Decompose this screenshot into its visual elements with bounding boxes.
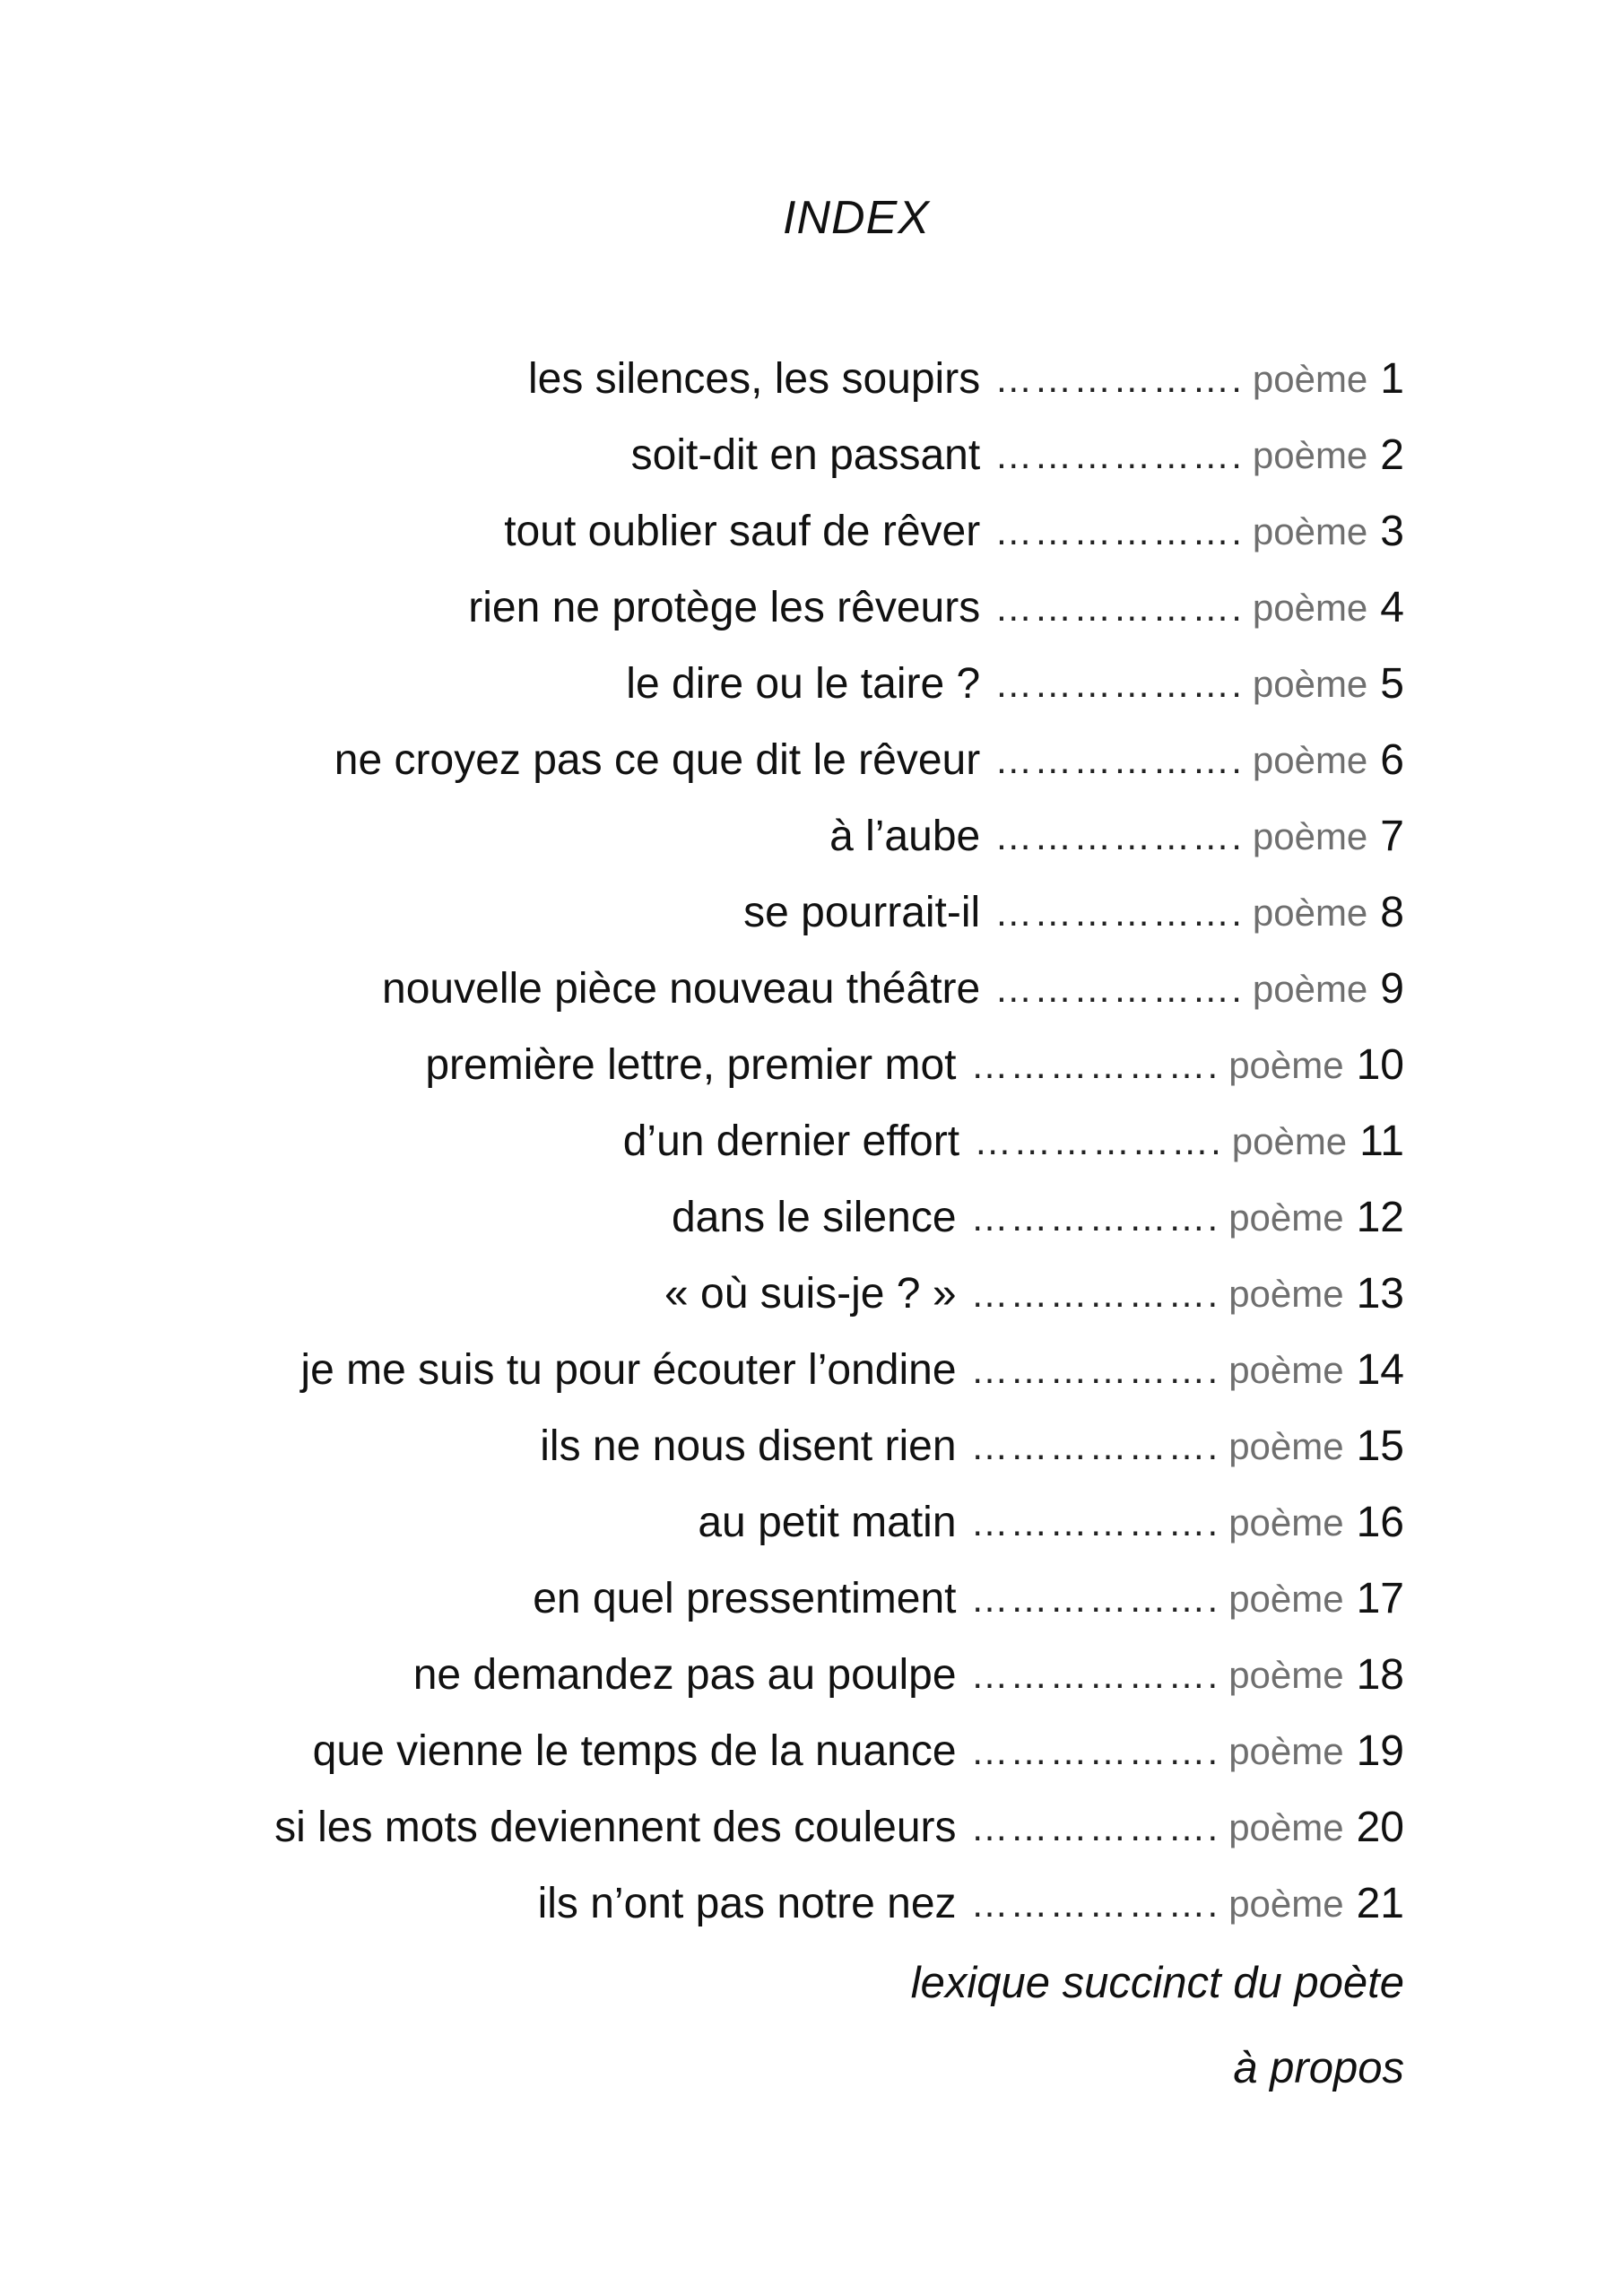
poem-number: 14 <box>1356 1345 1404 1394</box>
entry-title: le dire ou le taire ? <box>626 659 981 708</box>
poem-label: poème <box>1228 1348 1344 1391</box>
poem-number: 12 <box>1356 1193 1404 1241</box>
poem-label: poème <box>1228 1653 1344 1696</box>
poem-label: poème <box>1228 1882 1344 1925</box>
dot-leader: ………………. <box>994 891 1244 934</box>
poem-number: 1 <box>1380 354 1404 403</box>
dot-leader: ………………. <box>970 1348 1220 1391</box>
toc-entry-15[interactable] <box>0 1408 1404 1484</box>
poem-number: 11 <box>1359 1117 1404 1165</box>
dot-leader: ………………. <box>970 1272 1220 1315</box>
dot-leader: ………………. <box>970 1882 1220 1925</box>
poem-label: poème <box>1252 509 1368 552</box>
dot-leader: ………………. <box>970 1729 1220 1772</box>
dot-leader: ………………. <box>994 738 1244 781</box>
poem-label: poème <box>1228 1272 1344 1315</box>
entry-title: à l’aube <box>829 812 981 860</box>
toc-entry-9[interactable] <box>0 951 1404 1027</box>
toc-entry-20[interactable] <box>0 1789 1404 1866</box>
toc-entry-3[interactable] <box>0 493 1404 570</box>
poem-label: poème <box>1252 662 1368 705</box>
poem-number: 3 <box>1380 507 1404 555</box>
lexique-link[interactable]: lexique succinct du poète <box>910 1959 1404 2007</box>
dot-leader: ………………. <box>994 814 1244 857</box>
entry-title: les silences, les soupirs <box>527 354 981 403</box>
poem-number: 8 <box>1380 888 1404 936</box>
poem-label: poème <box>1252 433 1368 476</box>
entry-title: dans le silence <box>671 1193 957 1241</box>
poem-number: 4 <box>1380 583 1404 631</box>
toc-entry-12[interactable] <box>0 1179 1404 1256</box>
dot-leader: ………………. <box>994 662 1244 705</box>
poem-label: poème <box>1228 1729 1344 1772</box>
dot-leader: ………………. <box>970 1805 1220 1848</box>
dot-leader: ………………. <box>970 1196 1220 1239</box>
entry-title: au petit matin <box>698 1498 957 1546</box>
poem-number: 19 <box>1356 1726 1404 1775</box>
entry-title: que vienne le temps de la nuance <box>312 1726 957 1775</box>
entry-title: ne croyez pas ce que dit le rêveur <box>334 735 981 784</box>
poem-label: poème <box>1228 1424 1344 1467</box>
poem-number: 13 <box>1356 1269 1404 1318</box>
dot-leader: ………………. <box>994 586 1244 629</box>
poem-number: 15 <box>1356 1422 1404 1470</box>
entry-title: je me suis tu pour écouter l’ondine <box>300 1345 957 1394</box>
dot-leader: ………………. <box>970 1577 1220 1620</box>
entry-title: se pourrait-il <box>743 888 981 936</box>
poem-number: 7 <box>1380 812 1404 860</box>
toc-entry-11[interactable] <box>0 1103 1404 1179</box>
toc-entry-16[interactable] <box>0 1484 1404 1561</box>
poem-number: 6 <box>1380 735 1404 784</box>
poem-label: poème <box>1228 1577 1344 1620</box>
entry-title: ils ne nous disent rien <box>540 1422 957 1470</box>
toc-entry-4[interactable] <box>0 570 1404 646</box>
entry-title: d’un dernier effort <box>622 1117 960 1165</box>
page-title: INDEX <box>783 192 930 244</box>
entry-title: en quel pressentiment <box>533 1574 957 1622</box>
toc-entry-8[interactable] <box>0 874 1404 951</box>
poem-label: poème <box>1228 1043 1344 1086</box>
dot-leader: ………………. <box>970 1424 1220 1467</box>
toc-entry-17[interactable] <box>0 1561 1404 1637</box>
entry-title: rien ne protège les rêveurs <box>468 583 981 631</box>
entry-title: soit-dit en passant <box>630 430 981 479</box>
toc-entry-14[interactable] <box>0 1332 1404 1408</box>
poem-label: poème <box>1228 1196 1344 1239</box>
dot-leader: ………………. <box>994 433 1244 476</box>
poem-label: poème <box>1252 357 1368 400</box>
poem-label: poème <box>1252 814 1368 857</box>
toc-entry-10[interactable] <box>0 1027 1404 1103</box>
poem-number: 10 <box>1356 1040 1404 1089</box>
dot-leader: ………………. <box>970 1043 1220 1086</box>
toc-entry-7[interactable] <box>0 798 1404 874</box>
entry-title: « où suis-je ? » <box>664 1269 957 1318</box>
entry-title: si les mots deviennent des couleurs <box>274 1803 957 1851</box>
poem-number: 5 <box>1380 659 1404 708</box>
poem-label: poème <box>1252 891 1368 934</box>
poem-label: poème <box>1252 738 1368 781</box>
toc-entry-1[interactable] <box>0 341 1404 417</box>
toc-entry-21[interactable] <box>0 1866 1404 1942</box>
poem-number: 9 <box>1380 964 1404 1013</box>
poem-number: 18 <box>1356 1650 1404 1699</box>
poem-label: poème <box>1228 1500 1344 1544</box>
poem-number: 2 <box>1380 430 1404 479</box>
toc-entry-19[interactable] <box>0 1713 1404 1789</box>
entry-title: nouvelle pièce nouveau théâtre <box>382 964 981 1013</box>
poem-number: 21 <box>1356 1879 1404 1927</box>
entry-title: ne demandez pas au poulpe <box>412 1650 957 1699</box>
apropos-link[interactable]: à propos <box>1233 2044 1404 2092</box>
toc-entry-18[interactable] <box>0 1637 1404 1713</box>
toc-entry-5[interactable] <box>0 646 1404 722</box>
entry-title: tout oublier sauf de rêver <box>504 507 981 555</box>
poem-label: poème <box>1228 1805 1344 1848</box>
poem-number: 20 <box>1356 1803 1404 1851</box>
entry-title: première lettre, premier mot <box>425 1040 957 1089</box>
poem-label: poème <box>1231 1119 1348 1162</box>
dot-leader: ………………. <box>974 1119 1223 1162</box>
poem-number: 17 <box>1356 1574 1404 1622</box>
entry-title: ils n’ont pas notre nez <box>537 1879 957 1927</box>
toc-entry-6[interactable] <box>0 722 1404 798</box>
poem-number: 16 <box>1356 1498 1404 1546</box>
poem-label: poème <box>1252 967 1368 1010</box>
poem-label: poème <box>1252 586 1368 629</box>
dot-leader: ………………. <box>970 1653 1220 1696</box>
dot-leader: ………………. <box>994 509 1244 552</box>
toc-entry-13[interactable] <box>0 1256 1404 1332</box>
dot-leader: ………………. <box>970 1500 1220 1544</box>
dot-leader: ………………. <box>994 357 1244 400</box>
dot-leader: ………………. <box>994 967 1244 1010</box>
table-of-contents <box>0 341 1404 1942</box>
toc-entry-2[interactable] <box>0 417 1404 493</box>
